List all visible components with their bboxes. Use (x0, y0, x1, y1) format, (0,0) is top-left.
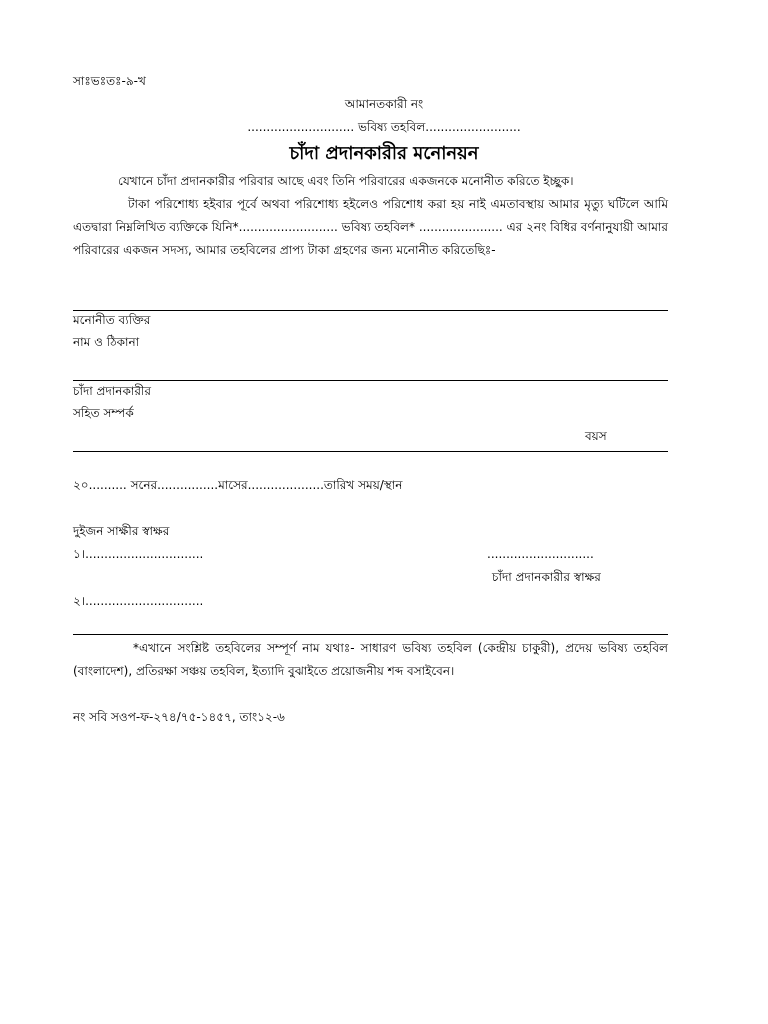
witness-2-signature: ২।............................... (73, 594, 204, 608)
reference-number: নং সবি সওপ-ফ-২৭৪/৭৫-১৪৫৭, তাং১২-৬ (73, 710, 285, 724)
divider-3 (73, 451, 668, 452)
nominee-label-line1: মনোনীত ব্যক্তির (73, 313, 151, 327)
divider-4 (73, 634, 668, 635)
depositor-number-label: আমানতকারী নং (344, 97, 424, 111)
relation-label-line1: চাঁদা প্রদানকারীর (73, 384, 151, 398)
contributor-signature-label: চাঁদা প্রদানকারীর স্বাক্ষর (492, 570, 601, 584)
contributor-signature-line: ............................ (487, 547, 594, 561)
date-line: ২০.......... সনের................মাসের....................তারিখ সময়/স্থান (73, 478, 403, 492)
witness-1-signature: ১।............................... (73, 547, 204, 561)
page-title: চাঁদা প্রদানকারীর মনোনয়ন (289, 143, 479, 164)
age-label: বয়স (585, 429, 607, 443)
witness-heading: দুইজন সাক্ষীর স্বাক্ষর (73, 524, 170, 538)
form-code: সাঃভঃতঃ-৯-খ (73, 74, 146, 88)
intro-line-1: যেখানে চাঁদা প্রদানকারীর পরিবার আছে এবং তিনি পরিবারের একজনকে মনোনীত করিতে ইচ্ছুক। (118, 174, 574, 188)
divider-2 (73, 380, 668, 381)
intro-paragraph (73, 170, 668, 262)
divider-1 (73, 310, 668, 311)
relation-label-line2: সহিত সম্পর্ক (73, 406, 134, 420)
footnote: *এখানে সংশ্লিষ্ট তহবিলের সম্পূর্ণ নাম যথাঃ- সাধারণ ভবিষ্য তহবিল (কেন্দ্রীয় চাকুরী), প্রদেয় ভবিষ্য তহবিল (বাংলাদেশ), প্রতিরক্ষা সঞ্চয় তহবিল, ইত্যাদি বুঝাইতে প্রয়োজনীয় শব্দ বসাইবেন। (73, 641, 668, 678)
fund-name-line: ............................ ভবিষ্য তহবিল......................... (247, 120, 521, 134)
nominee-label-line2: নাম ও ঠিকানা (73, 335, 140, 349)
intro-line-2: টাকা পরিশোধ্য হইবার পূর্বে অথবা পরিশোধ্য হইলেও পরিশোধ করা হয় নাই এমতাবস্থায় আমার মৃত্যু ঘটিলে আমি এতদ্বারা নিম্নলিখিত ব্যক্তিকে যিনি*.......................... ভবিষ্য তহবিল* ...................... এর ২নং বিধির বর্ণনানুযায়ী আমার পরিবারের একজন সদস্য, আমার তহবিলের প্রাপ্য টাকা গ্রহণের জন্য মনোনীত করিতেছিঃ- (73, 197, 668, 257)
